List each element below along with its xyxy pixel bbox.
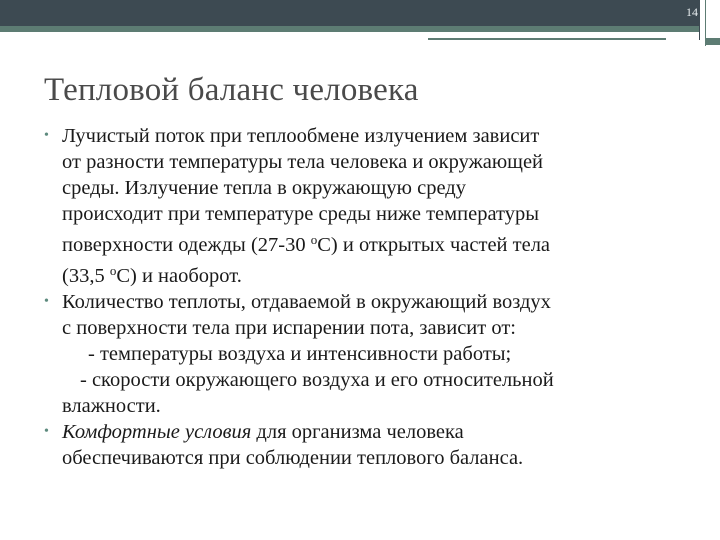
text-fragment: С) и открытых частей тела	[317, 234, 551, 256]
bullet-icon: •	[44, 294, 49, 309]
slide-title: Тепловой баланс человека	[44, 72, 419, 108]
text-line: влажности.	[62, 395, 161, 417]
text-line: от разности температуры тела человека и окружающей	[62, 151, 544, 173]
page-number: 14	[686, 5, 698, 19]
degree-superscript: о	[310, 232, 318, 247]
degree-superscript: о	[109, 263, 117, 278]
bullet-item-evaporation	[44, 289, 692, 419]
text-line: Количество теплоты, отдаваемой в окружающий воздух	[62, 291, 551, 313]
text-line: происходит при температуре среды ниже температуры	[62, 203, 539, 225]
text-fragment: (33,5	[62, 265, 110, 287]
text-fragment: С) и наоборот.	[116, 265, 242, 287]
text-line	[62, 227, 692, 258]
header-underline	[428, 38, 666, 40]
text-line	[62, 258, 692, 289]
text-line: Лучистый поток при теплообмене излучением зависит	[62, 125, 540, 147]
text-fragment: поверхности одежды (27-30	[62, 234, 311, 256]
header-bar	[0, 0, 699, 26]
header-divider	[699, 0, 700, 40]
bullet-icon: •	[44, 424, 49, 439]
emphasis-text: Комфортные условия	[62, 421, 252, 443]
sub-item-line: - температуры воздуха и интенсивности работы;	[88, 343, 512, 365]
header-corner-accent	[706, 38, 720, 45]
text-line: обеспечиваются при соблюдении теплового баланса.	[62, 447, 524, 469]
slide-content	[44, 123, 692, 471]
text-line	[62, 419, 692, 445]
text-line: с поверхности тела при испарении пота, зависит от:	[62, 317, 516, 339]
sub-item-line: - скорости окружающего воздуха и его относительной	[80, 369, 554, 391]
bullet-item-comfort	[44, 419, 692, 471]
text-fragment: для организма человека	[251, 421, 464, 443]
bullet-icon: •	[44, 128, 49, 143]
bullet-item-radiation	[44, 123, 692, 289]
text-line: среды. Излучение тепла в окружающую среду	[62, 177, 466, 199]
header-accent-strip	[0, 26, 699, 32]
